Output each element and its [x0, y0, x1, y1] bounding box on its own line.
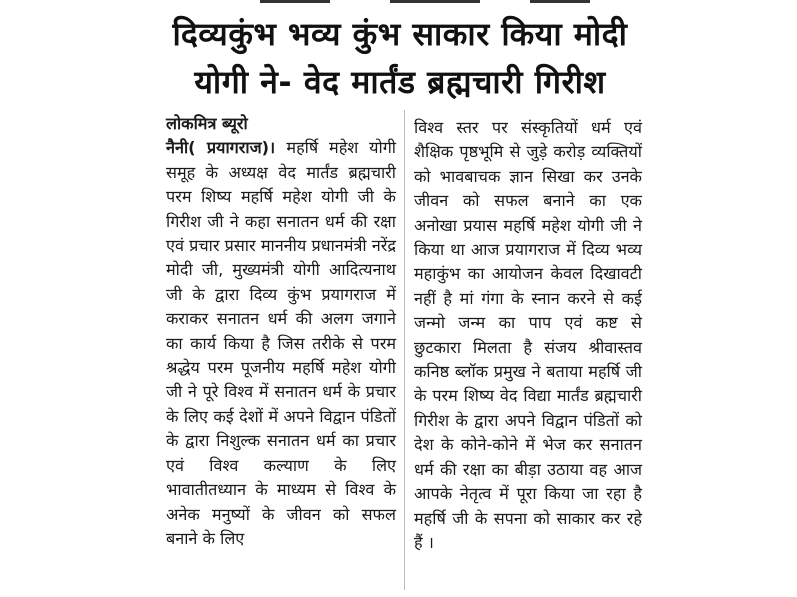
top-cut-rule: [150, 0, 650, 6]
byline: लोकमित्र ब्यूरो: [166, 114, 248, 133]
headline: [150, 10, 650, 106]
column-2-text: विश्व स्तर पर संस्कृतियों धर्म एवं शैक्षिक पृष्ठभूमि से जुड़े करोड़ व्यक्तियों को भावबाचक ज्ञान सिखा कर उनके जीवन को सफल बनाने का एक अनोखा प्रयास महर्षि महेश योगी जी ने किया था आज प्रयागराज में दिव्य भव्य महाकुंभ का आयोजन केवल दिखावटी नहीं है मां गंगा के स्नान करने से कई जन्मो जन्म का पाप एवं कष्ट से छुटकारा मिलता है संजय श्रीवास्तव कनिष्ठ ब्लॉक प्रमुख ने बताया महर्षि जी के परम शिष्य वेद विद्या मार्तंड ब्रह्मचारी गिरीश के द्वारा अपने विद्वान पंडितों को देश के कोने-कोने में भेज कर सनातन धर्म की रक्षा का बीड़ा उठाया वह आज आपके नेतृत्व में पूरा किया जा रहा है महर्षि जी के सपना को साकार कर रहे हैं ।: [414, 118, 642, 552]
headline-line-1: दिव्यकुंभ भव्य कुंभ साकार किया मोदी: [172, 15, 628, 53]
article-column-1: [166, 112, 396, 551]
dateline: नैनी( प्रयागराज)।: [166, 138, 287, 158]
column-1-text: महर्षि महेश योगी समूह के अध्यक्ष वेद मार्तंड ब्रह्मचारी परम शिष्य महर्षि महेश योगी जी के गिरीश जी ने कहा सनातन धर्म की रक्षा एवं प्रचार प्रसार माननीय प्रधानमंत्री नरेंद्र मोदी जी, मुख्यमंत्री योगी आदित्यनाथ जी के द्वारा दिव्य कुंभ प्रयागराज में कराकर सनातन धर्म की अलग जगाने का कार्य किया है जिस तरीके से परम श्रद्धेय परम पूजनीय महर्षि महेश योगी जी ने पूरे विश्व में सनातन धर्म के प्रचार के लिए कई देशों में अपने विद्वान पंडितों के द्वारा निशुल्क सनातन धर्म का प्रचार एवं विश्व कल्याण के लिए भावातीतध्यान के माध्यम से विश्व के अनेक मनुष्यों के जीवन को सफल बनाने के लिए: [166, 138, 396, 548]
article-column-2: [414, 116, 642, 555]
headline-line-2: योगी ने- वेद मार्तंड ब्रह्मचारी गिरीश: [194, 63, 606, 101]
column-divider: [404, 110, 405, 590]
